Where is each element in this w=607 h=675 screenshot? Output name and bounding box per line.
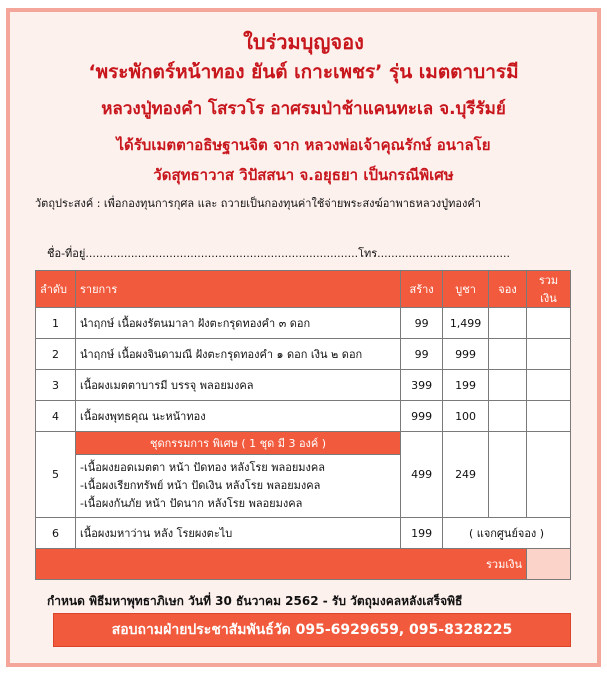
amulet-name: ‘พระพักตร์หน้าทอง ยันต์ เกาะเพชร’ รุ่น เมตตาบารมี bbox=[88, 61, 519, 83]
table-row bbox=[36, 518, 571, 549]
row-no: 6 bbox=[36, 518, 76, 549]
row-total-cell[interactable] bbox=[527, 308, 571, 339]
header-total: รวมเงิน bbox=[527, 271, 571, 308]
row-item: เนื้อผงมหาว่าน หลัง โรยผงตะไบ bbox=[75, 518, 400, 549]
phone-label: โทร bbox=[358, 247, 378, 260]
table-row bbox=[36, 401, 571, 432]
table-row bbox=[36, 370, 571, 401]
set-title: ชุดกรรมการ พิเศษ ( 1 ชุด มี 3 องค์ ) bbox=[75, 432, 400, 455]
table-header-row bbox=[36, 271, 571, 308]
row-made: 99 bbox=[401, 339, 443, 370]
row-no: 4 bbox=[36, 401, 76, 432]
order-table bbox=[35, 270, 571, 580]
set-price: 249 bbox=[443, 432, 489, 518]
row-item: นำฤกษ์ เนื้อผงจินดามณี ฝังตะกรุดทองคำ ๑ ดอก เงิน ๒ ดอก bbox=[75, 339, 400, 370]
row-total-cell[interactable] bbox=[527, 339, 571, 370]
set-total-cell[interactable] bbox=[527, 432, 571, 518]
table-row bbox=[36, 339, 571, 370]
header-item: รายการ bbox=[75, 271, 400, 308]
header-made: สร้าง bbox=[401, 271, 443, 308]
row-item: นำฤกษ์ เนื้อผงรัตนมาลา ฝังตะกรุดทองคำ ๓ ดอก bbox=[75, 308, 400, 339]
row-price: 1,499 bbox=[443, 308, 489, 339]
address-label: ชื่อ-ที่อยู่ bbox=[47, 247, 86, 260]
row-no: 3 bbox=[36, 370, 76, 401]
row-note: ( แจกศูนย์จอง ) bbox=[443, 518, 571, 549]
row-made: 999 bbox=[401, 401, 443, 432]
ceremony-deadline: กำหนด พิธีมหาพุทธาภิเษก วันที่ 30 ธันวาคม 2562 - รับ วัตถุมงคลหลังเสร็จพิธี bbox=[47, 594, 463, 608]
contact-banner: สอบถามฝ่ายประชาสัมพันธ์วัด 095-6929659, 095-8328225 bbox=[53, 613, 571, 647]
set-row-no: 5 bbox=[36, 432, 76, 518]
total-row bbox=[36, 549, 571, 580]
row-item: เนื้อผงพุทธคุณ นะหน้าทอง bbox=[75, 401, 400, 432]
total-value-cell[interactable] bbox=[527, 549, 571, 580]
row-no: 1 bbox=[36, 308, 76, 339]
row-reserve-cell[interactable] bbox=[489, 308, 527, 339]
monk-name: หลวงปู่ทองคำ โสรวโร อาศรมป่าช้าแคนทะเล จ.บุรีรัมย์ bbox=[101, 99, 506, 119]
row-no: 2 bbox=[36, 339, 76, 370]
total-label: รวมเงิน bbox=[36, 549, 527, 580]
set-item: -เนื้อผงยอดเมตตา หน้า ปัดทอง หลังโรย พลอยมงคล bbox=[79, 461, 326, 474]
purpose-text: วัตถุประสงค์ : เพื่อกองทุนการกุศล และ ถวายเป็นกองทุนค่าใช้จ่ายพระสงฆ์อาพาธหลวงปู่ทองคำ bbox=[35, 197, 481, 210]
row-total-cell[interactable] bbox=[527, 370, 571, 401]
table-row bbox=[36, 308, 571, 339]
phone-dots: ...................................... bbox=[377, 247, 511, 260]
set-title-row bbox=[36, 432, 571, 455]
row-total-cell[interactable] bbox=[527, 401, 571, 432]
row-made: 99 bbox=[401, 308, 443, 339]
row-reserve-cell[interactable] bbox=[489, 339, 527, 370]
row-made: 199 bbox=[401, 518, 443, 549]
set-item: -เนื้อผงเรียกทรัพย์ หน้า ปัดเงิน หลังโรย พลอยมงคล bbox=[79, 479, 321, 492]
header-price: บูชา bbox=[443, 271, 489, 308]
address-dots: .............................................................................. bbox=[85, 247, 359, 260]
set-reserve-cell[interactable] bbox=[489, 432, 527, 518]
blessing-line: ได้รับเมตตาอธิษฐานจิต จาก หลวงพ่อเจ้าคุณรักษ์ อนาลโย bbox=[116, 136, 491, 154]
form-title: ใบร่วมบุญจอง bbox=[243, 30, 364, 54]
row-made: 399 bbox=[401, 370, 443, 401]
row-price: 100 bbox=[443, 401, 489, 432]
temple-line: วัดสุทธาวาส วิปัสสนา จ.อยุธยา เป็นกรณีพิเศษ bbox=[153, 166, 454, 184]
set-items bbox=[75, 455, 400, 518]
header-order: ลำดับ bbox=[36, 271, 76, 308]
row-reserve-cell[interactable] bbox=[489, 370, 527, 401]
set-item: -เนื้อผงกันภัย หน้า ปัดนาก หลังโรย พลอยมงคล bbox=[79, 497, 303, 510]
set-made: 499 bbox=[401, 432, 443, 518]
row-price: 999 bbox=[443, 339, 489, 370]
address-field[interactable] bbox=[47, 244, 510, 262]
row-item: เนื้อผงเมตตาบารมี บรรจุ พลอยมงคล bbox=[75, 370, 400, 401]
row-price: 199 bbox=[443, 370, 489, 401]
header-reserve: จอง bbox=[489, 271, 527, 308]
row-reserve-cell[interactable] bbox=[489, 401, 527, 432]
form-content bbox=[11, 12, 596, 663]
